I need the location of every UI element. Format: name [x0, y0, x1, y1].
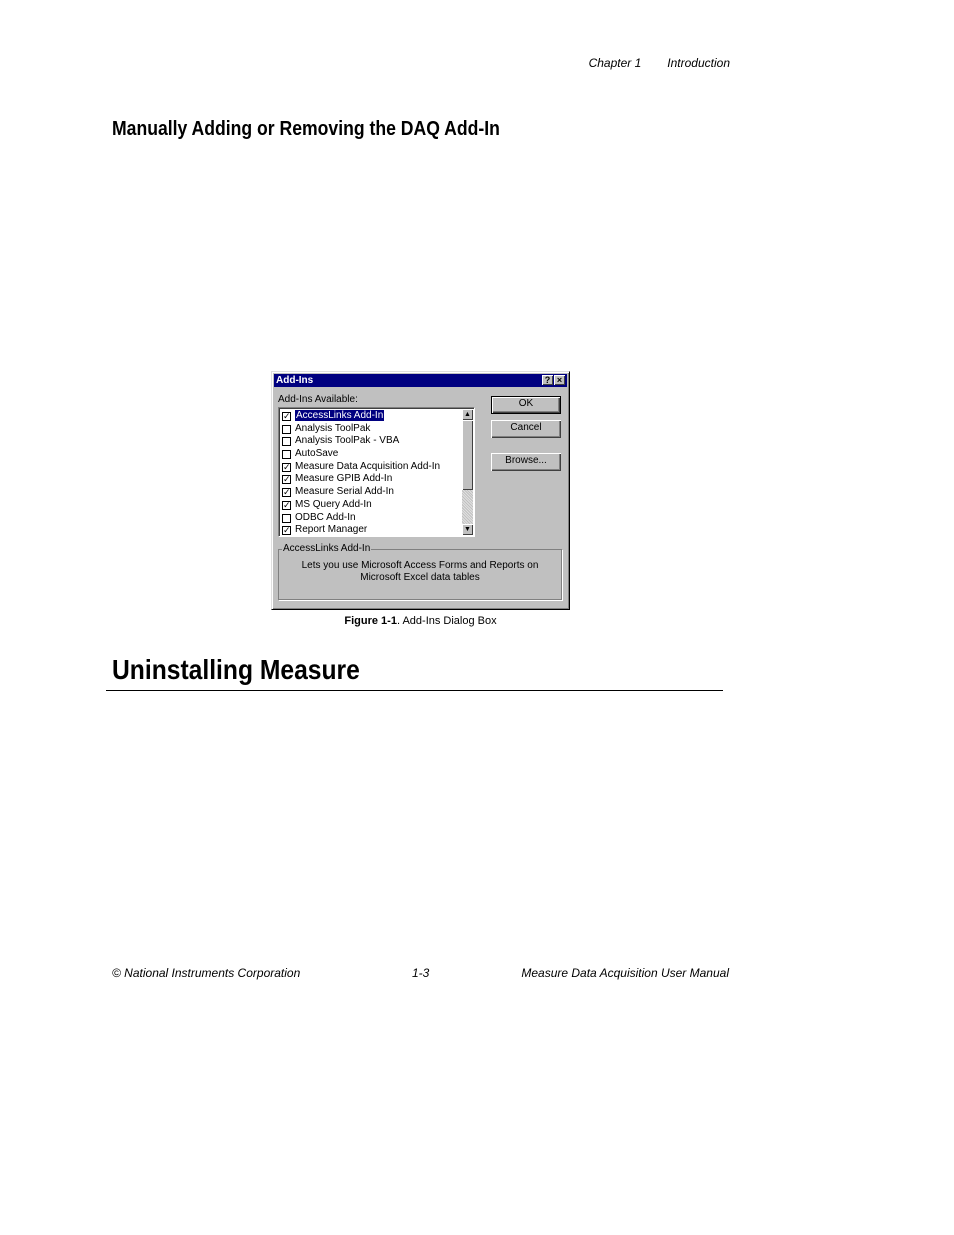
add-in-list-item[interactable]: [281, 473, 463, 486]
list-scrollbar[interactable]: [462, 409, 473, 535]
add-in-label: MS Query Add-In: [295, 498, 372, 510]
add-in-label: Measure Data Acquisition Add-In: [295, 460, 441, 472]
checkbox-unchecked-icon[interactable]: [282, 437, 291, 446]
add-in-list-item[interactable]: [281, 423, 463, 436]
add-in-list-item[interactable]: [281, 524, 463, 537]
checkbox-checked-icon[interactable]: ✓: [283, 411, 291, 421]
footer-page-number: 1-3: [412, 966, 430, 980]
add-in-label: ODBC Add-In: [295, 511, 356, 523]
add-ins-list: [281, 410, 463, 537]
checkbox-unchecked-icon[interactable]: [282, 450, 291, 459]
add-ins-dialog: [271, 371, 570, 610]
checkbox-unchecked-icon[interactable]: [282, 514, 291, 523]
checkbox-checked-icon[interactable]: ✓: [283, 461, 291, 472]
ok-button[interactable]: OK: [491, 396, 561, 414]
scroll-down-icon[interactable]: ▼: [462, 524, 473, 535]
add-in-list-item[interactable]: [281, 448, 463, 461]
checkbox-checked-icon[interactable]: ✓: [283, 499, 291, 510]
checkbox-checked-icon[interactable]: ✓: [283, 525, 291, 536]
running-header: [560, 56, 730, 70]
cancel-button[interactable]: Cancel: [491, 420, 561, 438]
description-title: AccessLinks Add-In: [283, 543, 371, 554]
close-icon[interactable]: ×: [554, 375, 565, 385]
section-heading: Manually Adding or Removing the DAQ Add-In: [112, 118, 500, 140]
add-in-list-item[interactable]: [281, 410, 463, 423]
add-in-list-item[interactable]: [281, 512, 463, 525]
add-in-list-item[interactable]: [281, 435, 463, 448]
figure-label: Figure 1-1: [344, 615, 397, 627]
main-heading: Uninstalling Measure: [112, 654, 360, 685]
dialog-title: Add-Ins: [276, 375, 314, 386]
checkbox-checked-icon[interactable]: ✓: [283, 487, 291, 498]
scroll-up-icon[interactable]: ▲: [462, 409, 473, 420]
footer-copyright: © National Instruments Corporation: [112, 966, 301, 980]
description-groupbox: [278, 543, 562, 600]
header-section: Introduction: [667, 56, 730, 70]
scroll-thumb[interactable]: [462, 420, 473, 490]
checkbox-unchecked-icon[interactable]: [282, 425, 291, 434]
figure-caption-text: . Add-Ins Dialog Box: [396, 615, 497, 627]
add-in-label: AutoSave: [295, 448, 339, 460]
footer-manual-title: Measure Data Acquisition User Manual: [521, 966, 729, 980]
header-chapter: Chapter 1: [588, 56, 642, 70]
add-in-label: Analysis ToolPak: [295, 422, 371, 434]
browse-button[interactable]: Browse...: [491, 453, 561, 471]
add-in-label: Report Manager: [295, 524, 368, 536]
add-in-label: Measure Serial Add-In: [295, 486, 394, 498]
add-in-label: Analysis ToolPak - VBA: [295, 435, 400, 447]
add-in-label: AccessLinks Add-In: [296, 410, 384, 421]
description-text: Lets you use Microsoft Access Forms and Reports on Microsoft Excel data tables: [301, 560, 539, 583]
add-ins-listbox[interactable]: [278, 407, 475, 537]
add-in-list-item[interactable]: [281, 499, 463, 512]
heading-rule: [106, 690, 723, 691]
add-in-list-item[interactable]: [281, 486, 463, 499]
checkbox-checked-icon[interactable]: ✓: [283, 474, 291, 485]
figure-caption: [271, 615, 570, 627]
add-ins-available-label: Add-Ins Available:: [278, 394, 358, 405]
add-in-label: Measure GPIB Add-In: [295, 473, 393, 485]
help-icon[interactable]: ?: [542, 375, 553, 385]
dialog-titlebar: [274, 374, 567, 387]
add-in-list-item[interactable]: [281, 461, 463, 474]
